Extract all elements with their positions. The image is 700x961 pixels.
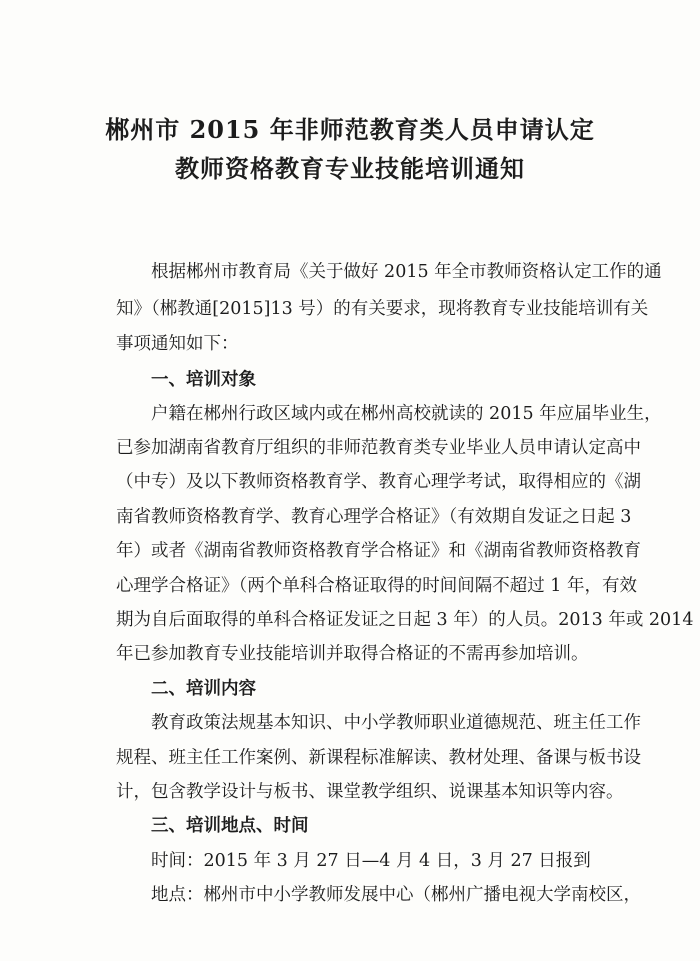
intro-paragraph-line: 事项通知如下： [116,334,239,354]
section-1-paragraph-line: 已参加湖南省教育厅组织的非师范教育类专业毕业人员申请认定高中 [116,438,641,458]
section-1-paragraph-line: 户籍在郴州行政区域内或在郴州高校就读的 2015 年应届毕业生， [116,404,662,424]
section-1-heading: 一、培训对象 [116,370,256,390]
intro-paragraph-line: 根据郴州市教育局《关于做好 2015 年全市教师资格认定工作的通 [116,262,662,282]
section-3-heading: 三、培训地点、时间 [116,816,309,836]
section-3-time-line: 时间：2015 年 3 月 27 日—4 月 4 日，3 月 27 日报到 [116,851,591,871]
section-3-location-line: 地点：郴州市中小学教师发展中心（郴州广播电视大学南校区， [116,885,641,905]
section-1-paragraph-line: 年已参加教育专业技能培训并取得合格证的不需再参加培训。 [116,644,589,664]
document-title-line-1: 郴州市 2015 年非师范教育类人员申请认定 [105,115,595,144]
section-2-paragraph-line: 规程、班主任工作案例、新课程标准解读、教材处理、备课与板书设 [116,748,641,768]
section-1-paragraph-line: 南省教师资格教育学、教育心理学合格证》（有效期自发证之日起 3 [116,507,632,527]
document-title-line-2: 教师资格教育专业技能培训通知 [175,154,525,183]
section-1-paragraph-line: 年）或者《湖南省教师资格教育学合格证》和《湖南省教师资格教育 [116,541,641,561]
section-1-paragraph-line: 心理学合格证》（两个单科合格证取得的时间间隔不超过 1 年，有效 [116,576,638,596]
section-2-paragraph-line: 计，包含教学设计与板书、课堂教学组织、说课基本知识等内容。 [116,782,624,802]
section-1-paragraph-line: 期为自后面取得的单科合格证发证之日起 3 年）的人员。2013 年或 2014 [116,610,694,630]
section-2-paragraph-line: 教育政策法规基本知识、中小学教师职业道德规范、班主任工作 [116,713,641,733]
intro-paragraph-line: 知》（郴教通[2015]13 号）的有关要求，现将教育专业技能培训有关 [116,299,649,319]
section-2-heading: 二、培训内容 [116,679,256,699]
section-1-paragraph-line: （中专）及以下教师资格教育学、教育心理学考试，取得相应的《湖 [116,472,641,492]
